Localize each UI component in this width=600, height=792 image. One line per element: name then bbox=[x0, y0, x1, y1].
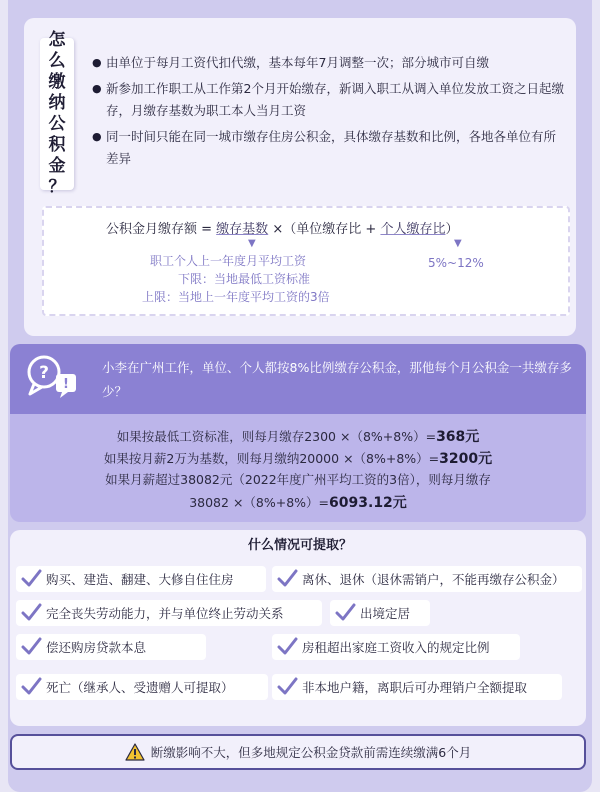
formula-base: 缴存基数 bbox=[216, 222, 269, 237]
withdrawal-title: 什么情况可提取？ bbox=[247, 538, 352, 553]
footer-text: 断缴影响不大，但多地规定公积金贷款前需连续缴满6个月 bbox=[150, 745, 472, 760]
check-icon bbox=[20, 602, 42, 624]
check-icon bbox=[276, 676, 298, 698]
question-bubble-icon bbox=[26, 354, 78, 400]
bullet-item: ● 由单位于每月工资代扣代缴，基本每年7月调整一次；部分城市可自缴 bbox=[92, 52, 568, 74]
withdrawal-item: 死亡（继承人、受遗赠人可提取） bbox=[16, 674, 268, 700]
check-icon bbox=[276, 636, 298, 658]
withdrawal-item: 房租超出家庭工资收入的规定比例 bbox=[272, 634, 520, 660]
ratio-note: 5%~12% bbox=[428, 256, 484, 270]
check-icon bbox=[20, 676, 42, 698]
arrow-down-icon: ▼ bbox=[454, 238, 462, 249]
base-note: 上限：当地上一年度平均工资的3倍 bbox=[142, 290, 330, 304]
withdrawal-item: 非本地户籍，离职后可办理销户全额提取 bbox=[272, 674, 562, 700]
footer-notice bbox=[10, 734, 586, 770]
check-icon bbox=[20, 636, 42, 658]
check-icon bbox=[334, 602, 356, 624]
withdrawal-item: 购买、建造、翻建、大修自住住房 bbox=[16, 566, 266, 592]
answer-line: 38082 ×（8%+8%）=6093.12元 bbox=[189, 495, 407, 511]
base-note: 职工个人上一年度月平均工资 bbox=[150, 254, 307, 268]
answer-line: 如果按最低工资标准，则每月缴存2300 ×（8%+8%）=368元 bbox=[116, 429, 480, 445]
arrow-down-icon: ▼ bbox=[248, 238, 256, 249]
answer-line: 如果月薪超过38082元（2022年度广州平均工资的3倍），则每月缴存 bbox=[105, 472, 491, 487]
formula-personal-ratio: 个人缴存比 bbox=[380, 222, 446, 237]
question-text: 小李在广州工作，单位、个人都按8%比例缴存公积金，那他每个月公积金一共缴存多少？ bbox=[102, 360, 572, 399]
svg-text:!: ! bbox=[63, 377, 69, 392]
bullet-item: ● 新参加工作职工从工作第2个月开始缴存，新调入职工从调入单位发放工资之日起缴存，月缴存基数为职工本人当月工资 bbox=[92, 78, 568, 122]
answer-line: 如果按月薪2万为基数，则每月缴纳20000 ×（8%+8%）=3200元 bbox=[103, 451, 493, 467]
bullet-item: ● 同一时间只能在同一城市缴存住房公积金，具体缴存基数和比例，各地各单位有所差异 bbox=[92, 126, 568, 170]
check-icon bbox=[276, 568, 298, 590]
vertical-title: 怎 么 缴 纳 公 积 金 ？ bbox=[40, 38, 74, 190]
warning-icon bbox=[125, 743, 145, 761]
withdrawal-item: 出境定居 bbox=[330, 600, 430, 626]
base-note: 下限：当地最低工资标准 bbox=[178, 272, 311, 286]
svg-text:?: ? bbox=[39, 363, 49, 383]
bullet-list bbox=[92, 52, 568, 174]
formula-box bbox=[42, 206, 570, 316]
withdrawal-item: 完全丧失劳动能力，并与单位终止劳动关系 bbox=[16, 600, 322, 626]
withdrawal-item: 偿还购房贷款本息 bbox=[16, 634, 206, 660]
withdrawal-item: 离休、退休（退休需销户，不能再缴存公积金） bbox=[272, 566, 582, 592]
formula-unit-ratio: 单位缴存比 bbox=[296, 222, 362, 237]
formula-line: 公积金月缴存额 = 缴存基数 ×（单位缴存比 + 个人缴存比） bbox=[106, 222, 459, 237]
check-icon bbox=[20, 568, 42, 590]
